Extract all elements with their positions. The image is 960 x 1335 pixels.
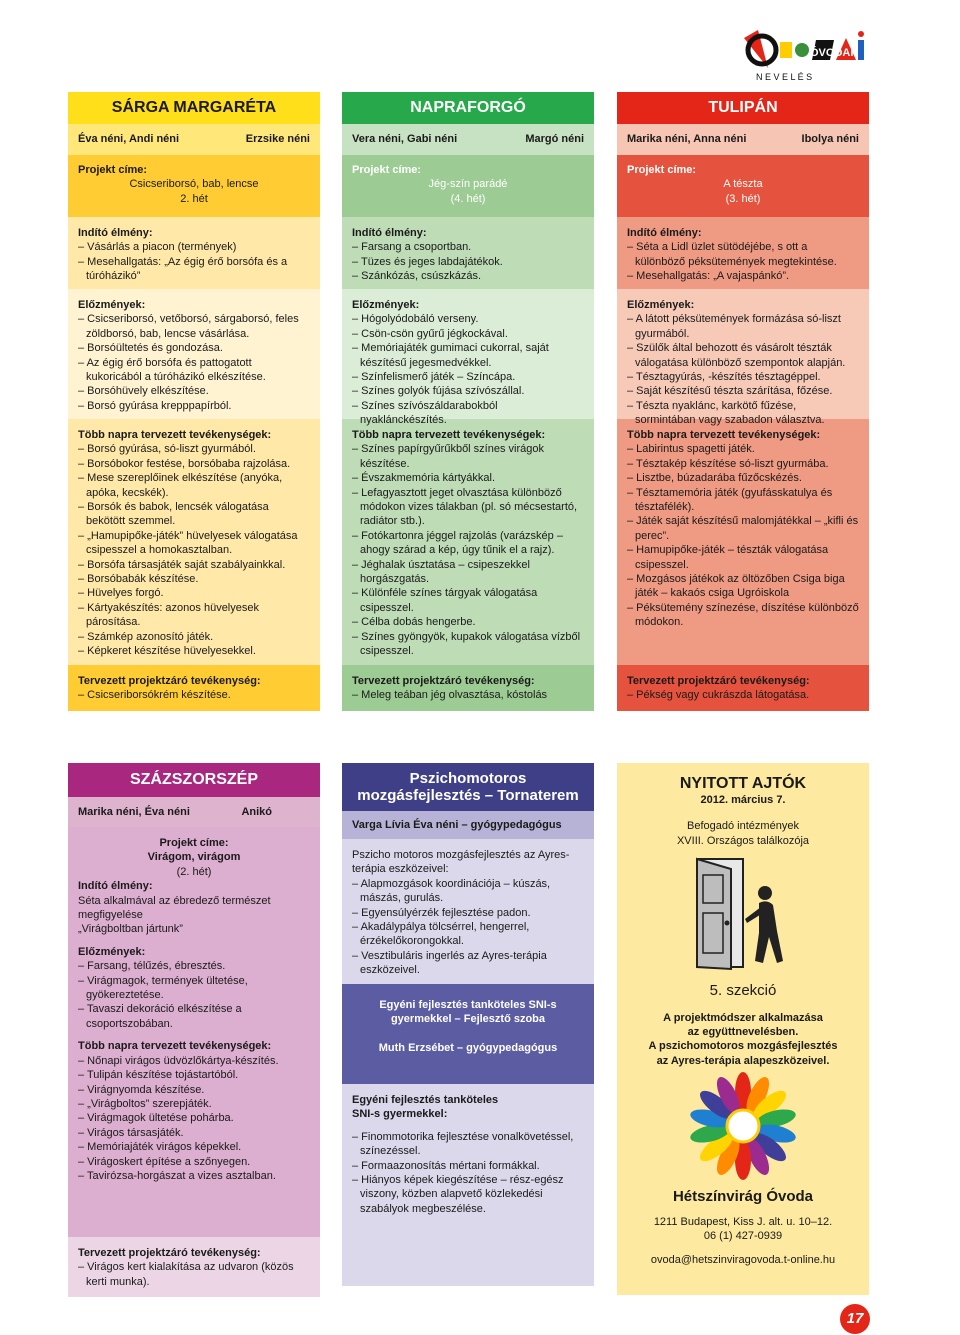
list-item: – Borsófa társasjáték saját szabályainkkal.: [78, 558, 286, 571]
pszicho-list: [352, 877, 584, 978]
list-item: – Mesehallgatás: „A vajaspánkó”.: [627, 270, 790, 283]
zaro-label: Tervezett projektzáró tevékenység:: [352, 675, 535, 687]
zaro-list: [78, 1260, 310, 1289]
list-item: – Tüzes és jeges labdajátékok.: [352, 255, 503, 268]
elozmenyek-box: [617, 289, 869, 427]
nyitott-date: 2012. március 7.: [700, 794, 786, 806]
list-item: – Az égig érő borsófa és pattogatott kukoricából a túróházikó elkészítése.: [78, 356, 266, 384]
list-item: – Pékség vagy cukrászda látogatása.: [627, 689, 810, 702]
address: 1211 Budapest, Kiss J. alt. u. 10–12.: [653, 1215, 833, 1228]
sni-line-1: Egyéni fejlesztés tanköteles SNI-s: [379, 999, 557, 1011]
tobb-label: Több napra tervezett tevékenységek:: [78, 1040, 272, 1053]
topic-line-4: az Ayres-terápia alapeszközeivel.: [656, 1054, 830, 1067]
title-line-1: Pszichomotoros: [409, 770, 527, 787]
tobb-list: [352, 442, 584, 658]
egyeni-box: [342, 1084, 594, 1286]
group-napraforgo: [342, 92, 594, 711]
project-box: [342, 155, 594, 217]
teacher-names: [68, 797, 320, 827]
tobb-label: Több napra tervezett tevékenységek:: [352, 429, 546, 441]
project-week: (4. hét): [450, 192, 486, 205]
teachers-right: Anikó: [241, 805, 272, 818]
list-item: – Tészta nyaklánc, karkötő fűzése, sormintában vagy szabadon választva.: [627, 399, 825, 427]
project-title: Jég-szín parádé: [428, 178, 508, 191]
list-item: – Szülők által behozott és vásárolt tészták válogatása különböző szempontok alapján.: [627, 342, 846, 369]
project-label: Projekt címe:: [627, 164, 697, 176]
list-item: – Alapmozgások koordinációja – kúszás, mászás, gurulás.: [352, 877, 551, 905]
list-item: – Mese szereplőinek elkészítése (anyóka, apóka, kecskék).: [78, 472, 283, 499]
list-item: – Vásárlás a piacon (termények): [78, 241, 237, 254]
kindergarten-name: Hétszínvirág Óvoda: [672, 1188, 814, 1206]
elozmenyek-list: [78, 312, 310, 413]
group-tulipan: [617, 92, 869, 711]
topic-line-3: A pszichomotoros mozgásfejlesztés: [648, 1040, 838, 1053]
list-item: – Virágmagok ültetése pohárba.: [78, 1112, 234, 1125]
list-item: – Meleg teában jég olvasztása, kóstolás: [352, 689, 548, 702]
elozmenyek-label: Előzmények:: [78, 299, 146, 311]
inditos-box: [342, 217, 594, 289]
list-item: – Tésztakép készítése só-liszt gyurmába.: [627, 457, 829, 470]
list-item: – Hiányos képek kiegészítése – rész-egész viszony, közben alapvető közlekedési szabályok megbeszélése.: [352, 1174, 564, 1215]
project-title: A tészta: [723, 178, 763, 191]
list-item: – Tavirózsa-horgászat a vizes asztalban.: [78, 1169, 276, 1182]
list-item: – Tésztagyúrás, -készítés tésztagéppel.: [627, 371, 821, 384]
group-pszichomotoros: [342, 763, 594, 1286]
list-item: – Jéghalak úsztatása – csipeszekkel horgászgatás.: [352, 558, 530, 586]
list-item: – Séta a Lidl üzlet sütödéjébe, s ott a különböző péksütemények megtekintése.: [627, 241, 837, 268]
list-item: – Évszakmemória kártyákkal.: [352, 472, 496, 485]
tobb-box: [617, 419, 869, 665]
teachers-left: Éva néni, Andi néni: [78, 133, 180, 146]
list-item: – Mesehallgatás: „Az égig érő borsófa és a túróházikó”: [78, 255, 288, 283]
list-item: – Tésztamemória játék (gyufásskatulya és tésztafélék).: [627, 486, 833, 514]
tobb-list: [78, 1054, 310, 1184]
project-box: [617, 155, 869, 217]
nyitott-ajtok-panel: [617, 763, 869, 1295]
teacher-names: [617, 124, 869, 155]
flower-logo: [617, 1068, 869, 1184]
list-item: – Virágmagok, termények ültetése, gyökereztetése.: [78, 974, 248, 1002]
inditos-box: [617, 217, 869, 289]
list-item: – Képkeret készítése hüvelyesekkel.: [78, 645, 256, 658]
zaro-label: Tervezett projektzáró tevékenység:: [627, 675, 810, 687]
nyitott-sub1: Befogadó intézmények: [687, 820, 799, 833]
inditos-box: [68, 217, 320, 289]
egyeni-label-1: Egyéni fejlesztés tanköteles: [352, 1094, 499, 1106]
list-item: Séta alkalmával az ébredező természet megfigyelése: [78, 894, 271, 922]
list-item: – Finommotorika fejlesztése vonalkövetéssel, színezéssel.: [352, 1130, 574, 1158]
teachers-right: Ibolya néni: [801, 133, 859, 146]
list-item: – Csicseriborsókrém készítése.: [78, 689, 231, 702]
inditos-label: Indító élmény:: [627, 227, 702, 239]
zaro-label: Tervezett projektzáró tevékenység:: [78, 1247, 261, 1259]
list-item: – „Virágboltos” szerepjáték.: [78, 1097, 212, 1110]
group-title: SZÁZSZORSZÉP: [68, 763, 320, 797]
project-week: (2. hét): [176, 865, 212, 878]
list-item: – Fotókartonra jéggel rajzolás (varázskép – ahogy szárad a kép, úgy tűnik el a rajz).: [352, 529, 563, 557]
list-item: – Borsók és babok, lencsék válogatása bekötött szemmel.: [78, 501, 269, 528]
project-label: Projekt címe:: [78, 164, 148, 176]
elozmenyek-box: [68, 289, 320, 419]
list-item: – Hüvelyes forgó.: [78, 587, 164, 600]
pszicho-content: [342, 839, 594, 984]
elozmenyek-label: Előzmények:: [627, 299, 695, 311]
elozmenyek-list: [78, 959, 310, 1031]
teachers-right: Margó néni: [525, 133, 584, 146]
project-title: Csicseriborsó, bab, lencse: [129, 178, 259, 191]
group-sarga-margareta: [68, 92, 320, 711]
list-item: – Tulipán készítése tojástartóból.: [78, 1069, 239, 1082]
list-item: – Színes golyók fújása szívószállal.: [352, 385, 525, 398]
pszicho-title: [342, 763, 594, 811]
list-item: – Péksütemény színezése, díszítése különböző módokon.: [627, 601, 859, 629]
tobb-list: [627, 442, 859, 629]
list-item: – Vesztibuláris ingerlés az Ayres-terápia eszközeivel.: [352, 949, 547, 977]
list-item: – Hógolyódobáló verseny.: [352, 313, 479, 326]
list-item: – Farsang a csoportban.: [352, 241, 472, 254]
email: ovoda@hetszinviragovoda.t-online.hu: [650, 1254, 836, 1267]
teacher-name: Varga Lívia Éva néni – gyógypedagógus: [352, 818, 562, 831]
szazszorszep-content: [68, 827, 320, 1237]
tobb-list: [78, 442, 310, 658]
inditos-list: [78, 894, 310, 937]
svg-text:N E V E L É S: N E V E L É S: [756, 72, 813, 82]
tobb-label: Több napra tervezett tevékenységek:: [78, 429, 272, 441]
nyitott-title: NYITOTT AJTÓK: [679, 775, 807, 792]
list-item: – Kártyakészítés: azonos hüvelyesek párosítása.: [78, 601, 259, 629]
topic-line-1: A projektmódszer alkalmazása: [663, 1011, 823, 1024]
sni-line-2: gyermekkel – Fejlesztő szoba: [390, 1013, 546, 1026]
list-item: – Virágos kert kialakítása az udvaron (közös kerti munka).: [78, 1261, 294, 1288]
list-item: – Virágnyomda készítése.: [78, 1083, 205, 1096]
group-szazszorszep: [68, 763, 320, 1297]
teacher-names: [68, 124, 320, 155]
open-door-illustration: [617, 852, 869, 974]
list-item: – Tavaszi dekoráció elkészítése a csoportszobában.: [78, 1003, 242, 1030]
project-title: Virágom, virágom: [147, 851, 241, 864]
list-item: – Nőnapi virágos üdvözlőkártya-készítés.: [78, 1054, 279, 1067]
teachers-left: Vera néni, Gabi néni: [352, 133, 458, 146]
zaro-list: [352, 688, 584, 702]
intro-text: Pszicho motoros mozgásfejlesztés az Ayres-terápia eszközeivel:: [352, 849, 570, 876]
elozmenyek-label: Előzmények:: [78, 945, 146, 958]
project-week: (3. hét): [725, 192, 761, 205]
list-item: – Memóriajáték gumimaci cukorral, saját készítésű jegesmedvékkel.: [352, 342, 549, 369]
inditos-label: Indító élmény:: [352, 227, 427, 239]
nyitott-sub2: XVIII. Országos találkozója: [676, 834, 810, 847]
zaro-list: [627, 688, 859, 702]
list-item: – Farsang, télűzés, ébresztés.: [78, 960, 226, 973]
list-item: – Színes papírgyűrűkből színes virágok készítése.: [352, 443, 544, 470]
list-item: – Memóriajáték virágos képekkel.: [78, 1141, 242, 1154]
section-label: 5. szekció: [709, 982, 777, 1000]
title-line-2: mozgásfejlesztés – Tornaterem: [357, 787, 579, 804]
teacher-names: [342, 811, 594, 839]
list-item: – Formaazonosítás mértani formákkal.: [352, 1159, 540, 1172]
elozmenyek-box: [342, 289, 594, 427]
inditos-list: [352, 240, 584, 283]
list-item: – Saját készítésű tészta szárítása, főzése.: [627, 385, 833, 398]
page-number: 17: [840, 1304, 870, 1334]
inditos-label: Indító élmény:: [78, 227, 153, 239]
list-item: – „Hamupipőke-játék” hüvelyesek válogatása csipesszel a homokasztalban.: [78, 529, 298, 557]
list-item: – Labirintus spagetti játék.: [627, 443, 755, 456]
zaro-list: [78, 688, 310, 702]
list-item: – Szánkózás, csúszkázás.: [352, 270, 482, 283]
group-title: SÁRGA MARGARÉTA: [68, 92, 320, 124]
list-item: – Borsóhüvely elkészítése.: [78, 385, 209, 398]
project-box: [68, 155, 320, 217]
list-item: – Borsóültetés és gondozása.: [78, 342, 223, 355]
list-item: – Virágos társasjáték.: [78, 1126, 184, 1139]
elozmenyek-list: [352, 312, 584, 427]
list-item: – Virágoskert építése a szőnyegen.: [78, 1155, 251, 1168]
topic-line-2: az együttnevelésben.: [687, 1026, 799, 1039]
list-item: – A látott péksütemények formázása só-liszt gyurmából.: [627, 313, 841, 340]
list-item: – Egyensúlyérzék fejlesztése padon.: [352, 906, 531, 919]
ovodai-neveles-logo: [738, 20, 868, 84]
list-item: „Virágboltban jártunk”: [78, 923, 183, 936]
teacher-names: [342, 124, 594, 155]
group-title: TULIPÁN: [617, 92, 869, 124]
inditos-list: [627, 240, 859, 283]
list-item: – Borsó gyúrása, só-liszt gyurmából.: [78, 443, 256, 456]
project-label: Projekt címe:: [159, 837, 229, 849]
list-item: – Lisztbe, búzadarába fűzőcskézés.: [627, 472, 802, 485]
list-item: – Borsóbabák készítése.: [78, 573, 199, 586]
egyeni-list: [352, 1130, 584, 1216]
zaro-box: [68, 665, 320, 711]
list-item: – Borsó gyúrása krepppapírból.: [78, 399, 232, 412]
teachers-left: Marika néni, Anna néni: [627, 133, 747, 146]
group-title: NAPRAFORGÓ: [342, 92, 594, 124]
elozmenyek-list: [627, 312, 859, 427]
list-item: – Mozgásos játékok az öltözőben Csiga biga játék – kakaós csiga Ugróiskola: [627, 573, 845, 600]
inditos-label: Indító élmény:: [78, 880, 153, 893]
list-item: – Csön-csön gyűrű jégkockával.: [352, 327, 508, 340]
teachers-right: Erzsike néni: [245, 133, 310, 146]
list-item: – Számkép azonosító játék.: [78, 630, 214, 643]
zaro-label: Tervezett projektzáró tevékenység:: [78, 675, 261, 687]
list-item: – Lefagyasztott jeget olvasztása különböző módokon vizes tálakban (pl. só mécsestartó, radiátor stb.).: [352, 486, 578, 528]
flower-center: [727, 1110, 759, 1142]
sni-box: [342, 984, 594, 1084]
list-item: – Célba dobás hengerbe.: [352, 616, 476, 629]
tobb-label: Több napra tervezett tevékenységek:: [627, 429, 821, 441]
list-item: – Színes szívószáldarabokból nyaklánckészítés.: [352, 399, 498, 427]
list-item: – Akadálypálya tölcsérrel, hengerrel, érzékelőkorongokkal.: [352, 921, 530, 948]
zaro-box: [617, 665, 869, 711]
list-item: – Borsóbokor festése, borsóbaba rajzolása.: [78, 457, 291, 470]
list-item: – Játék saját készítésű malomjátékkal – „kifli és perec”.: [627, 515, 859, 542]
egyeni-label-2: SNI-s gyermekkel:: [352, 1108, 448, 1121]
list-item: – Hamupipőke-játék – tészták válogatása csipesszel.: [627, 544, 829, 571]
zaro-box: [342, 665, 594, 711]
list-item: – Színes gyöngyök, kupakok válogatása vízből csipesszel.: [352, 630, 581, 658]
svg-text:ÓVODAI: ÓVODAI: [810, 47, 854, 59]
project-label: Projekt címe:: [352, 164, 422, 176]
tobb-box: [68, 419, 320, 665]
teachers-left: Marika néni, Éva néni: [78, 805, 190, 818]
inditos-list: [78, 240, 310, 283]
tobb-box: [342, 419, 594, 665]
list-item: – Színfelismerő játék – Színcápa.: [352, 371, 516, 384]
elozmenyek-label: Előzmények:: [352, 299, 420, 311]
phone: 06 (1) 427-0939: [703, 1230, 783, 1243]
zaro-box: [68, 1237, 320, 1297]
sni-person: Muth Erzsébet – gyógypedagógus: [378, 1041, 558, 1054]
list-item: – Különféle színes tárgyak válogatása csipesszel.: [352, 587, 538, 614]
list-item: – Csicseriborsó, vetőborsó, sárgaborsó, feles zöldborsó, bab, lencse vásárlása.: [78, 313, 299, 340]
project-week: 2. hét: [180, 192, 208, 205]
